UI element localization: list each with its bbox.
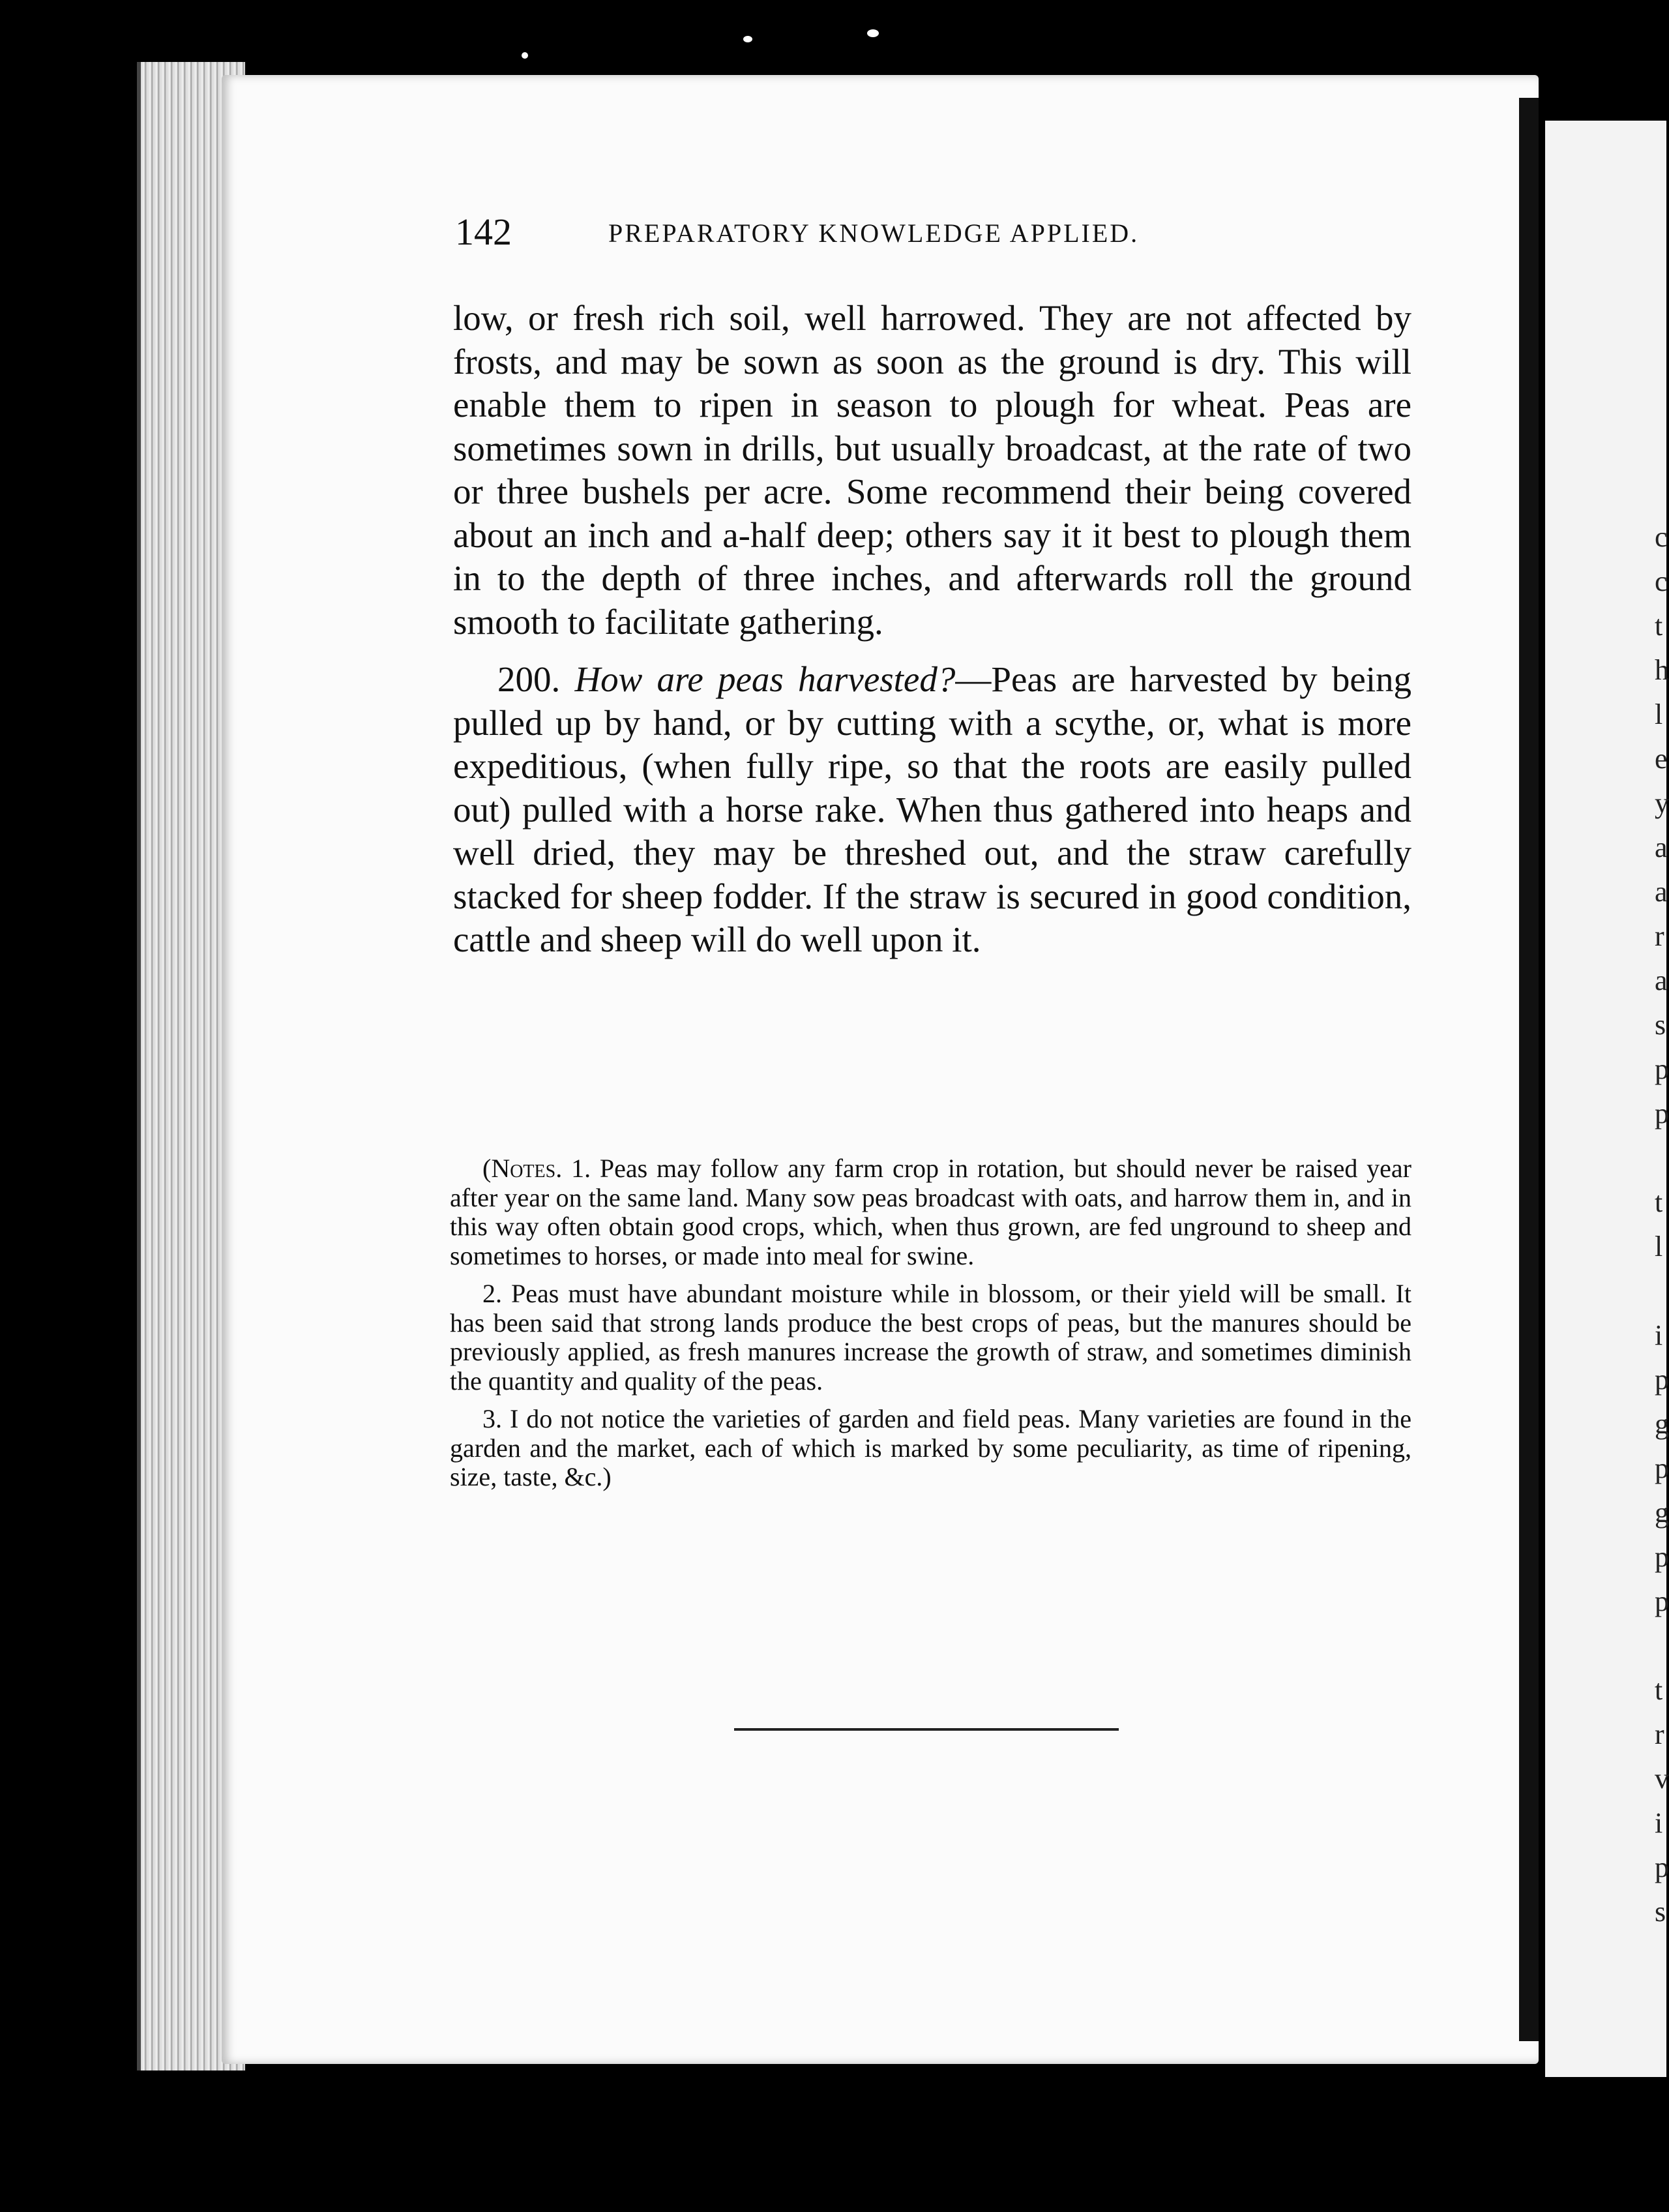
note-2: 2. Peas must have abundant moisture while in blossom, or their yield will be small. It has been said that strong lands produce the best crops of peas, but the manures should be previously applied, as fresh manures increase the growth of straw, and sometimes diminish the quantity and quality of the peas. bbox=[450, 1279, 1411, 1396]
scan-speck bbox=[867, 29, 879, 37]
question-number: 200. bbox=[497, 659, 561, 699]
section-divider-rule bbox=[734, 1728, 1119, 1731]
book-gutter bbox=[1519, 98, 1539, 2041]
answer-text: —Peas are harvested by being pulled up by hand, or by cutting with a scythe, or, what is more expeditious, (when fully ripe, so that the roots are easily pulled out) pulled with a horse rake. When thus gathered into heaps and well dried, they may be threshed out, and the straw carefully stacked for sheep fodder. If the straw is secured in good condition, cattle and sheep will do well upon it. bbox=[453, 659, 1412, 959]
paragraph-2 bbox=[453, 658, 1411, 962]
note-1-text: 1. Peas may follow any farm crop in rotation, but should never be raised year after year on the same land. Many sow peas broadcast with oats, and harrow them in, and in this way often obtain good crops, which, when thus grown, are fed unground to sheep and sometimes to horses, or made into meal for swine. bbox=[450, 1154, 1411, 1270]
facing-page-text-fragment: c c t h l e y a a r a s p p t l i p g p g p p t r v i p s bbox=[1655, 521, 1669, 1928]
page-number: 142 bbox=[455, 211, 512, 253]
paragraph-1: low, or fresh rich soil, well harrowed. They are not affected by frosts, and may be sown as soon as the ground is dry. This will enable them to ripen in season to plough for wheat. Peas are sometimes sown in drills, but usually broadcast, at the rate of two or three bushels per acre. Some recommend their being covered about an inch and a-half deep; others say it it best to plough them in to the depth of three inches, and afterwards roll the ground smooth to facilitate gathering. bbox=[453, 298, 1411, 642]
main-text bbox=[453, 297, 1411, 962]
note-1 bbox=[450, 1154, 1411, 1270]
notes-label: (Notes. bbox=[482, 1154, 563, 1183]
question-text: How are peas harvested? bbox=[574, 659, 956, 699]
running-head bbox=[455, 210, 1413, 253]
note-3: 3. I do not notice the varieties of garden and field peas. Many varieties are found in the garden and the market, each of which is marked by some peculiarity, as time of ripening, size, taste, &c.) bbox=[450, 1404, 1411, 1491]
running-title: PREPARATORY KNOWLEDGE APPLIED. bbox=[608, 218, 1140, 248]
facing-page bbox=[1545, 121, 1669, 2077]
scan-speck bbox=[522, 52, 528, 59]
footnotes bbox=[450, 1154, 1411, 1501]
scan-speck bbox=[743, 36, 752, 42]
